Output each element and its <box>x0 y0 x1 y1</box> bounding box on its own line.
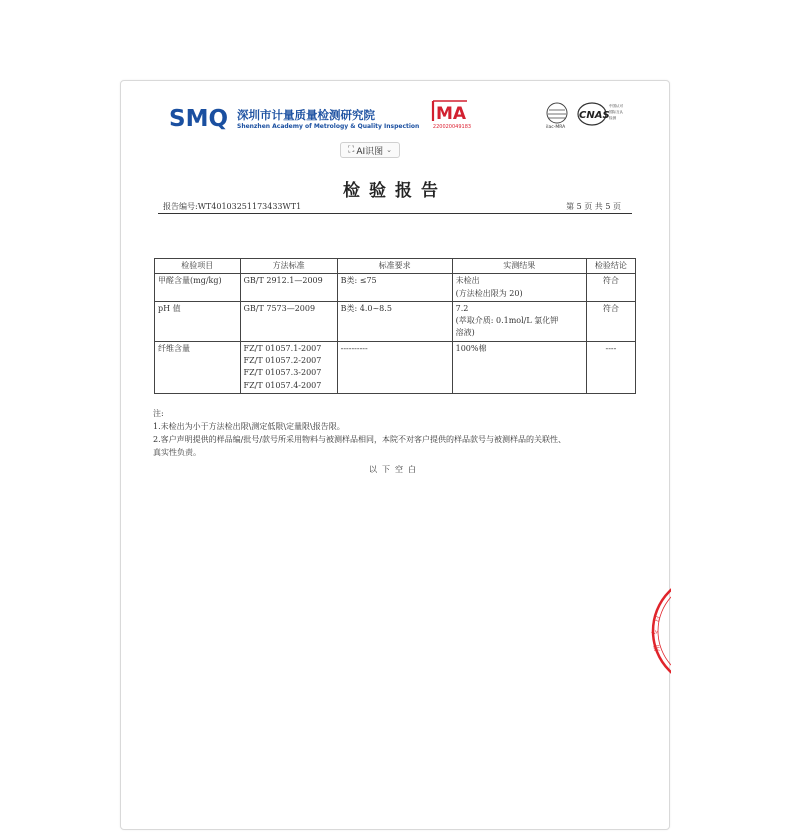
method-line: FZ/T 01057.2-2007 <box>243 356 322 366</box>
table-row <box>155 341 636 393</box>
results-table <box>154 258 636 394</box>
result-line: (萃取介质: 0.1mol/L 氯化钾 <box>455 316 559 326</box>
report-page <box>120 80 670 830</box>
method-line: GB/T 7573—2009 <box>243 303 316 313</box>
cell-conclusion: 符合 <box>586 274 635 302</box>
table-header-row <box>155 259 636 274</box>
header-conclusion: 检验结论 <box>586 259 635 274</box>
result-line: 7.2 <box>455 303 469 313</box>
header-rule <box>158 213 632 214</box>
report-number-value: WT4010325117343​3WT1 <box>197 202 302 211</box>
cell-result <box>452 341 586 393</box>
cell-result <box>452 274 586 302</box>
note-line-3: 真实性负责。 <box>153 448 201 457</box>
cell-conclusion: 符合 <box>586 301 635 341</box>
svg-text:MA: MA <box>436 104 467 124</box>
header-result: 实测结果 <box>452 259 586 274</box>
header-requirement: 标准要求 <box>337 259 452 274</box>
svg-text:用: 用 <box>652 643 662 652</box>
svg-text:专: 专 <box>651 628 660 637</box>
ai-image-recognition-button[interactable] <box>340 142 400 158</box>
smq-mark: SMQ <box>169 106 229 132</box>
note-line-2: 2.客户声明提供的样品编/批号/款号所采用物料与被测样品相同，本院不对客户提供的样品款号与被测样品的关联性、 <box>153 435 567 444</box>
cell-method <box>240 274 337 302</box>
table-row <box>155 301 636 341</box>
report-number-label: 报告编号: <box>163 202 198 211</box>
table-row <box>155 274 636 302</box>
notes <box>153 407 643 459</box>
official-seal <box>651 571 671 691</box>
cell-requirement: B类: 4.0~8.5 <box>337 301 452 341</box>
cma-logo <box>427 98 477 132</box>
notes-heading: 注: <box>153 409 164 418</box>
institute-name-cn: 深圳市计量质量检测研究院 <box>237 108 375 122</box>
cell-requirement: ---------- <box>337 341 452 393</box>
svg-text:检测: 检测 <box>609 116 616 120</box>
ilac-cnas-icon <box>545 100 627 130</box>
method-line: FZ/T 01057.3-2007 <box>243 368 322 378</box>
result-line: 未检出 <box>455 276 480 286</box>
red-seal-icon <box>651 571 671 691</box>
svg-text:中国认可: 中国认可 <box>609 104 623 108</box>
smq-logo <box>169 106 420 134</box>
header-method: 方法标准 <box>240 259 337 274</box>
accreditation-logos <box>545 100 627 130</box>
scan-icon: ⛶ <box>348 145 355 155</box>
svg-text:国际互认: 国际互认 <box>609 110 623 114</box>
cell-item: 甲醛含量(mg/kg) <box>155 274 241 302</box>
report-title: 检验报告 <box>343 181 447 201</box>
chevron-down-icon: ⌄ <box>386 146 392 154</box>
header-item: 检验项目 <box>155 259 241 274</box>
result-line: (方法检出限为 20) <box>455 288 523 298</box>
result-line: 溶液) <box>455 328 475 338</box>
ai-label: AI识图 <box>356 146 384 157</box>
cell-item: pH 值 <box>155 301 241 341</box>
cma-mark-icon <box>427 98 477 124</box>
cell-result <box>452 301 586 341</box>
report-number <box>163 201 301 212</box>
cell-requirement: B类: ≤75 <box>337 274 452 302</box>
end-mark: 以下空白 <box>369 465 421 474</box>
cell-conclusion: ---- <box>586 341 635 393</box>
institute-name-en: Shenzhen Academy of Metrology & Quality Inspection <box>237 123 420 130</box>
svg-text:CNAS: CNAS <box>579 110 610 121</box>
cma-code: 220020049183 <box>432 124 472 130</box>
cell-method <box>240 341 337 393</box>
cell-method <box>240 301 337 341</box>
svg-text:ilac-MRA: ilac-MRA <box>546 125 566 130</box>
cell-item: 纤维含量 <box>155 341 241 393</box>
svg-text:目: 目 <box>651 614 662 624</box>
method-line: FZ/T 01057.1-2007 <box>243 343 322 353</box>
method-line: GB/T 2912.1—2009 <box>243 276 323 286</box>
page-info: 第 5 页 共 5 页 <box>566 202 621 211</box>
note-line-1: 1.未检出为小于方法检出限\测定低限\定量限\报告限。 <box>153 422 345 431</box>
method-line: FZ/T 01057.4-2007 <box>243 380 322 390</box>
result-line: 100%棉 <box>455 343 487 353</box>
